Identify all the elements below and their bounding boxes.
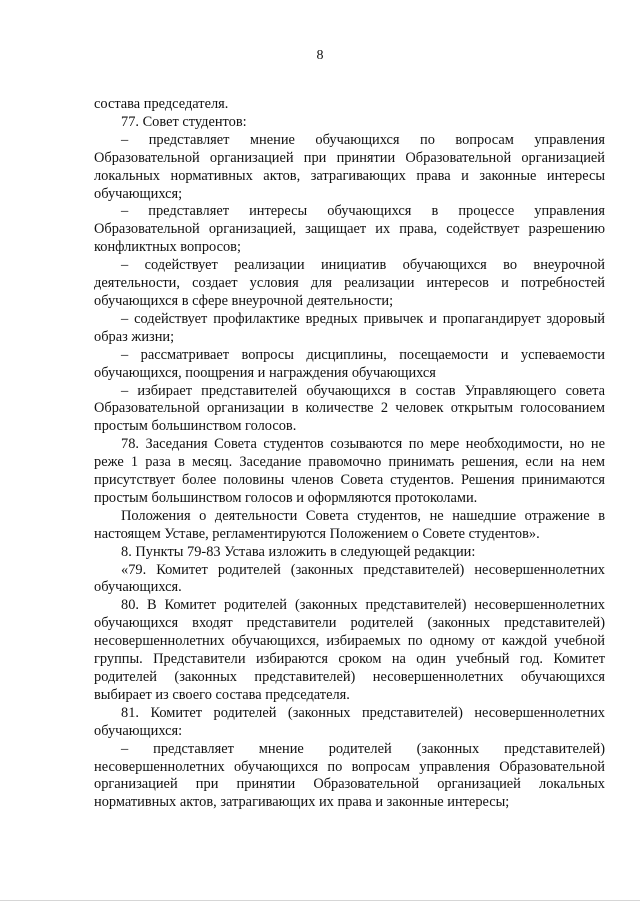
paragraph: Положения о деятельности Совета студентов, не нашедшие отражение в настоящем Уставе, регламентируются Положением о Совете студентов». — [94, 507, 605, 542]
paragraph: 8. Пункты 79-83 Устава изложить в следующей редакции: — [121, 543, 476, 560]
paragraph: 81. Комитет родителей (законных представителей) несовершеннолетних обучающихся: — [94, 704, 605, 739]
paragraph: состава председателя. — [94, 96, 229, 112]
paragraph: – представляет мнение родителей (законных представителей) несовершеннолетних обучающихся по вопросам управления Образовательной организацией при принятии Образовательной организацией локальных нормативных актов, затрагивающих их права и законные интересы; — [94, 740, 605, 811]
paragraph: – избирает представителей обучающихся в состав Управляющего совета Образовательной организации в количестве 2 человек открытым голосованием простым большинством голосов. — [94, 382, 605, 435]
document-body — [94, 96, 605, 812]
paragraph: – содействует реализации инициатив обучающихся во внеурочной деятельности, создает условия для реализации интересов и потребностей обучающихся в сфере внеурочной деятельности; — [94, 257, 605, 309]
paragraph: – рассматривает вопросы дисциплины, посещаемости и успеваемости обучающихся, поощрения и награждения обучающихся — [94, 346, 605, 381]
paragraph: 78. Заседания Совета студентов созываются по мере необходимости, но не реже 1 раза в месяц. Заседание правомочно принимать решения, если на нем присутствует более половины членов Совета студентов. Решения принимаются простым большинством голосов и оформляются протоколами. — [94, 436, 605, 506]
paragraph: – представляет мнение обучающихся по вопросам управления Образовательной организацией при принятии Образовательной организацией локальных нормативных актов, затрагивающих права и законные интересы обучающихся; — [94, 131, 605, 202]
paragraph: – содействует профилактике вредных привычек и пропагандирует здоровый образ жизни; — [94, 310, 605, 345]
paragraph: «79. Комитет родителей (законных представителей) несовершеннолетних обучающихся. — [94, 561, 605, 596]
paragraph: – представляет интересы обучающихся в процессе управления Образовательной организацией, защищает их права, содействует разрешению конфликтных вопросов; — [94, 203, 605, 256]
paragraph: 77. Совет студентов: — [121, 113, 247, 130]
paragraph: 80. В Комитет родителей (законных представителей) несовершеннолетних обучающихся входят представители родителей (законных представителей) несовершеннолетних обучающихся, избираемых по одному от каждой учебной группы. Представители избираются сроком на один учебный год. Комитет родителей (законных представителей) несовершеннолетних обучающихся выбирает из своего состава председателя. — [94, 597, 605, 703]
page-bottom-edge — [0, 900, 640, 901]
page-number: 8 — [316, 48, 324, 63]
